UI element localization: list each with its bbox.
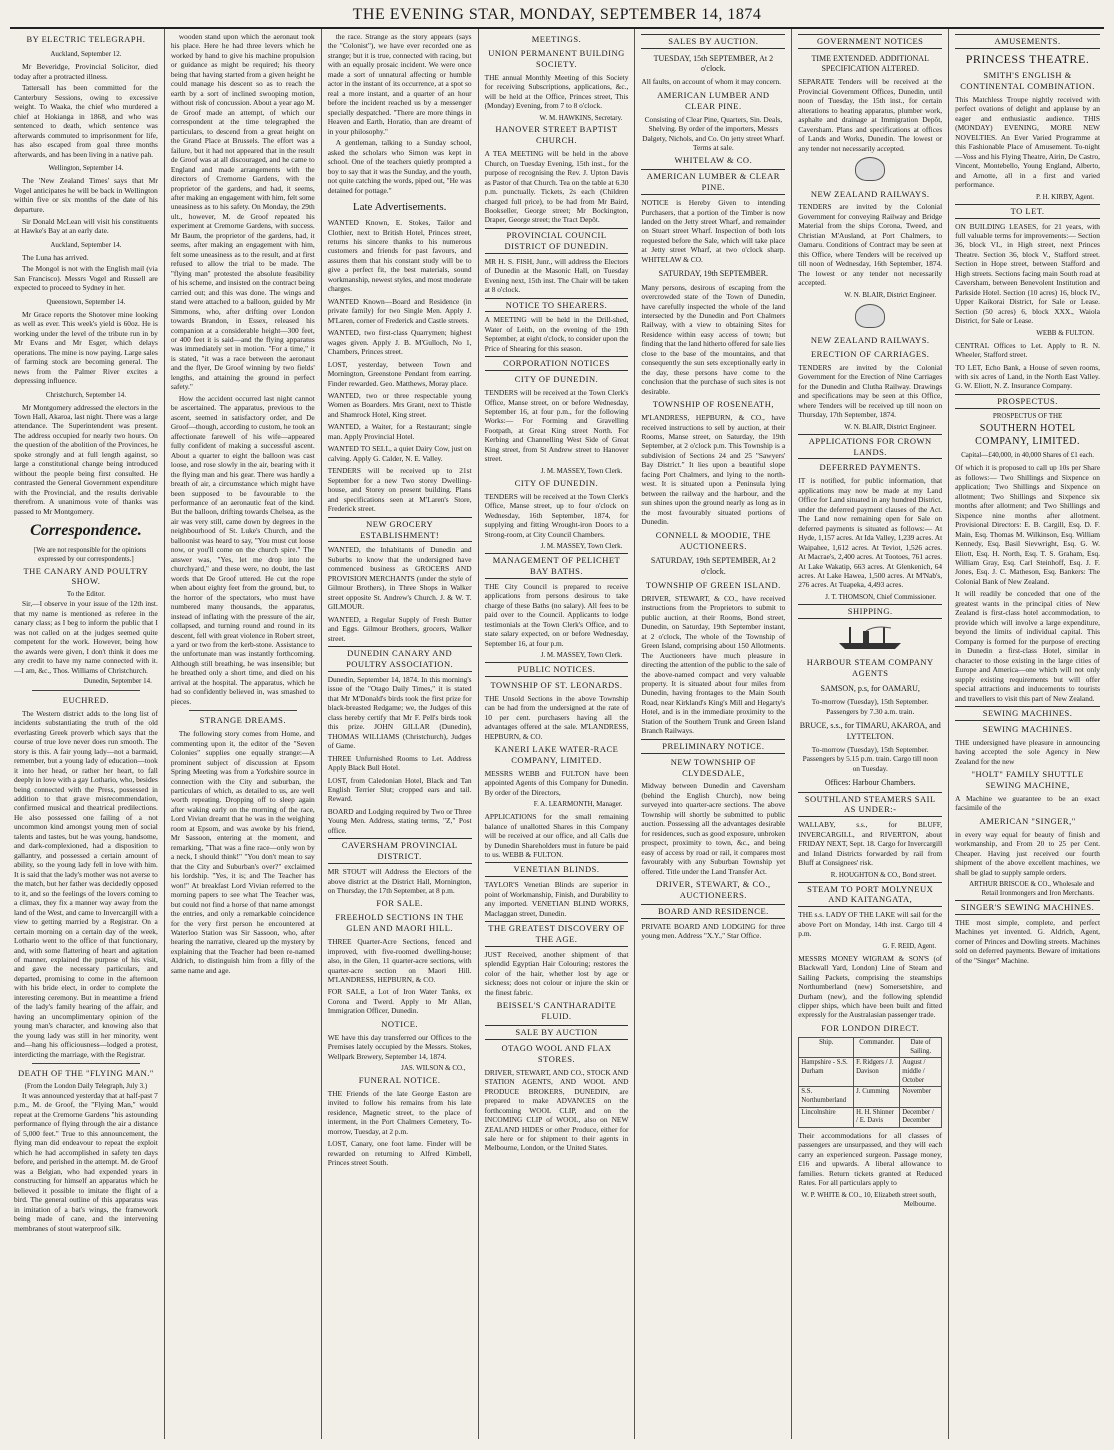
deferred-heading: DEFERRED PAYMENTS. <box>819 462 921 473</box>
filler-text: Tattersall has been committed for the Canterbury Sessions, owing to excessive weight. To Waaka, the chief who murdered a chief at Hokianga in 1868, and who was sentenced to death, which sentence was afterwards commuted to imprisonment for life, has also escaped from goal three months afterwards, and has been living in a native pah. <box>14 83 158 159</box>
ad-text: TENDERS will be received at the Town Clerk's Office, Manse street, up to four o'clock on Wednesday, 16th September, 1874, for supplying and fitting Wrought-iron Doors to a Strong-room, at City Council Chambers. <box>484 491 629 539</box>
column-5 <box>635 29 792 1439</box>
filler-text: Sir,—I observe in your issue of the 12th inst. that my name is mentioned as referee in the canary class; as I beg to inform the public that I was not called on at the judges seemed quite competent for the work. However, being how the awards were given, I don't think it does me any credit to have my name connected with it.—I am, &c., Thos. Williams of Christchurch. <box>14 599 158 675</box>
letter-title: THE CANARY AND POULTRY SHOW. <box>23 565 149 587</box>
canary-heading: DUNEDIN CANARY AND POULTRY ASSOCIATION. <box>328 646 472 672</box>
filler-text: Mr Montgomery addressed the electors in the Town Hall, Akaroa, last night. There was a large attendance. The Superintendent was present. The address occupied for nearly two hours. On the question of the abolition of the Provinces, he spoke strongly and at full length against, so large a constitutional change being introduced without the people being first consulted. He contrasted the General Government expenditure with the Provincial, and the results derivable therefrom. A unanimous vote of thanks was passed to Mr Montgomery. <box>14 402 158 516</box>
dateline: Christchurch, September 14. <box>45 390 126 399</box>
ad-text: M'LANDRESS, HEPBURN, & CO., have received instructions to sell by auction, at their Rooms, Manse street, on Saturday, the 19th September, at 2 o'clock p.m. This Township is a subdivision of Sections 24 and 25 "Sawyers' Bay District." It lies upon a beautiful slope facing Port Chalmers, and lying to the north-west. It is situated upon a Peninsula lying between the railway and the harbour, and the sun shines upon the ground nearly as long as in the most favourably situated portions of Dunedin. <box>641 413 786 527</box>
ad-text: THE most simple, complete, and perfect Machines yet invented. G. Aldrich, Agent, corner of Princes and Dowling streets. Machines sold on deferred payments. Beware of imitations of the "Singer" Machine. <box>955 917 1100 965</box>
ad-text[interactable]: CENTRAL Offices to Let. Apply to R. N. Wheeler, Stafford street. <box>955 340 1100 360</box>
masthead: THE EVENING STAR, MONDAY, SEPTEMBER 14, 1874 <box>10 0 1104 29</box>
filler-text: It was announced yesterday that at half-past 7 p.m., M. de Groof, the "Flying Man," would repeat at the Cremorne Gardens "his astounding performance of flying through the air a distance of 5,000 feet." True to this announcement, the flying man did endeavour to repeat the exploit which he had accomplished in safety ten days before, and perished in the attempt. M. de Groof was a Belgian, who had expended years in constructing for himself an apparatus which he believed it possible to imitate the flight of a bird. The general outline of this apparatus was in imitation of a bat's wings, the framework being made of cane, and the intervening membranes of stout waterproof silk. <box>14 1090 158 1233</box>
saturday2-heading: SATURDAY, 19th SEPTEMBER, At 2 o'clock. <box>650 556 776 576</box>
shearers-heading: NOTICE TO SHEARERS. <box>485 298 629 313</box>
ad-text[interactable]: WANTED Known, E. Stokes, Tailor and Clothier, next to British Hotel, Princes street, returns his sincere thanks to his numerous customers and friends for past favours, and assures them that his constant study will be to give a perfect fit, the best materials, sound workmanship, newest styles, and most moderate charges. <box>327 218 472 294</box>
ad-text: TENDERS will be received at the Town Clerk's Office, Manse street, on or before Wednesday, September 16, at four p.m., for the following Works:— For Forming and Gravelling Footpath, at Great King street North. For Kerbing and Channelling West Side of Great King street, from St Andrew street to Hanover street. <box>484 388 629 464</box>
ad-text[interactable]: LOST, from Caledonian Hotel, Black and Tan English Terrier Slut; cropped ears and tail. Reward. <box>327 775 472 804</box>
capital-text: Capital—£40,000, in 40,000 Shares of £1 each. <box>961 451 1095 460</box>
princess-heading: PRINCESS THEATRE. <box>965 51 1090 66</box>
whitelaw-signature: WHITELAW & CO. <box>674 155 753 166</box>
smith-heading: SMITH'S ENGLISH & CONTINENTAL COMBINATION. <box>960 70 1095 92</box>
ad-text[interactable]: TAYLOR'S Venetian Blinds are superior in point of Workmanship, Finish, and Durability to any imported. VENETIAN BLIND WORKS, Maclaggan street, Dunedin. <box>484 880 629 918</box>
houghton-signature: R. HOUGHTON & CO., Bond street. <box>830 870 937 879</box>
table-cell: November <box>900 1087 942 1107</box>
table-header: Ship. <box>799 1037 854 1057</box>
table-cell: December / December <box>900 1107 942 1127</box>
ad-text: WALLABY, s.s., for BLUFF, INVERCARGILL, and RIVERTON, about FRIDAY NEXT, Sept. 18. Cargo for Invercargill and Inland Districts forwarded by rail from Bluff at Consignees' risk. <box>798 820 943 868</box>
ad-text: THE City Council is prepared to receive applications from persons desirous to take charge of these Baths (no salary). All fees to be paid over to the Council. Applicants to lodge testimonials at the Town Clerk's Office, and to state salary expected, on or before Wednesday, September 16, at four p.m. <box>484 581 629 648</box>
ad-text[interactable]: WANTED, a Waiter, for a Restaurant; single man. Apply Provincial Hotel. <box>327 422 472 441</box>
divider <box>32 1063 140 1064</box>
ad-text: MR STOUT will Address the Electors of the above district at the District Hall, Mornington, on Thursday, the 17th September, at 8 p.m. <box>327 867 472 896</box>
ad-text: Many persons, desirous of escaping from the overcrowded state of the Town of Dunedin, have carefully inspected the whole of the land intersected by the Dunedin and Port Chalmers Railway, with a view to obtaining Sites for Residence within easy access of town; but finding that the land hitherto offered for sale lies close to the base of the mountains, and that consequently the sun sets exceptionally early in the day, these persons have come to the conclusion that the purchase of such sites is not desirable. <box>641 282 786 396</box>
ad-text[interactable]: THREE Unfurnished Rooms to Let. Address Apply Black Bull Hotel. <box>327 753 472 773</box>
blair-signature: W. N. BLAIR, District Engineer. <box>844 422 937 431</box>
massey-signature: J. M. MASSEY, Town Clerk. <box>540 542 623 550</box>
letter-signature: Dunedin, September 14. <box>83 676 152 685</box>
column-3 <box>322 29 479 1439</box>
ad-text: Dunedin, September 14, 1874. In this morning's issue of the "Otago Daily Times," it is stated that Mr M'Donald's birds took the first prize for black-breasted Redgame; we, the Judges of this class hereby certify that Mr F. Pell's birds took this prize. JOHN GILLAR (Dunedin), THOMAS WILLIAMS (Christchurch), Judges of Game. <box>327 674 472 751</box>
pelichet-heading: MANAGEMENT OF PELICHET BAY BATHS. <box>485 553 629 579</box>
telegraph-heading: BY ELECTRIC TELEGRAPH. <box>26 34 146 44</box>
column-2 <box>165 29 322 1439</box>
offices-text: Offices: Harbour Chambers. <box>824 778 916 788</box>
ad-text: A TEA MEETING will be held in the above Church, on Tuesday Evening, 15th inst., for the purpose of recognising the Rev. J. Upton Davis as Pastor of that Church. Tea on the table at 6.30 p.m. punctually. Tickets, 2s each (Children charged full price), to be had from Mr Baird, Bookseller, George street; Mr Bockington, Draper, George street; the Tract Depôt. <box>484 149 629 225</box>
amusements-heading: AMUSEMENTS. <box>955 34 1100 49</box>
preliminary-heading: PRELIMINARY NOTICE. <box>641 739 785 754</box>
hotel-heading: SOUTHERN HOTEL COMPANY, LIMITED. <box>975 422 1081 447</box>
st-leonards-heading: TOWNSHIP OF ST. LEONARDS. <box>490 679 623 690</box>
ad-text: A Machine we guarantee to be an exact facsimile of the <box>955 793 1100 813</box>
reid-signature: G. F. REID, Agent. <box>882 941 937 950</box>
ad-text: APPLICATIONS for the small remaining balance of unallotted Shares in this Company will be received at our office, and all Calls due by Dunedin Shareholders must in future be paid to us. WEBB & FULTON. <box>484 812 629 860</box>
table-cell: S.S. Northumberland <box>799 1087 854 1107</box>
freehold-heading: FREEHOLD SECTIONS IN THE GLEN AND MAORI HILL. <box>335 912 464 934</box>
funeral-heading: FUNERAL NOTICE. <box>358 1075 441 1086</box>
table-header: Date of Sailing. <box>900 1037 942 1057</box>
railways-heading-2: NEW ZEALAND RAILWAYS. <box>810 335 930 346</box>
ad-text[interactable]: WANTED, the Inhabitants of Dunedin and Suburbs to know that the undersigned have commenced business as GROCERS AND PROVISION MERCHANTS (under the style of Gilmour Brothers), in Three Shops in Walker street opposite St. Andrew's Church. J. & W. T. GILMOUR. <box>327 545 472 612</box>
table-row <box>799 1058 942 1087</box>
union-signature: W. M. HAWKINS, Secretary. <box>539 113 623 122</box>
ad-text: THE s.s. LADY OF THE LAKE will sail for the above Port on Monday, 14th inst. Cargo till 4 p.m. <box>798 910 943 939</box>
ad-text: DRIVER, STEWART, & CO., have received instructions from the Proprietors to submit to public auction, at their Rooms, Bond street, Dunedin, on Saturday, 19th September instant, at 2 o'clock, The whole of the Township of Green Island, comprising about 150 Allotments. The Auctioneers have much pleasure in directing the attention of the public to the sale of the above-named compact and very valuable property. It is situated about four miles from Dunedin, having frontages to the Main South Road, near Kirkland's King's Mill and Hegarty's Hotel, and is in the immediate proximity to the Station of the Southern Trunk and Green Island Branch Railways. <box>641 593 786 736</box>
column-1 <box>8 29 165 1439</box>
tuesday-heading: TUESDAY, 15th SEPTEMBER, At 2 o'clock. <box>653 53 774 74</box>
ad-text: in every way equal for beauty of finish and workmanship, and From 20 to 25 per Cent. Cheaper. Having just received our fourth shipment of the above excellent machines, we shall be glad to supply sample orders. <box>955 829 1100 877</box>
ships-table <box>798 1037 942 1128</box>
ad-text[interactable]: WANTED, two first-class Quarrymen; highest wages given. Apply J. B. M'Gulloch, No 1, Chambers, Princes street. <box>327 328 472 357</box>
ad-text[interactable]: WANTED, two or three respectable young Women as Boarders. Mrs Grant, next to Thistle and Shamrock Hotel, King street. <box>327 391 472 419</box>
column-4 <box>479 29 636 1439</box>
strange-dreams-heading: STRANGE DREAMS. <box>199 715 286 726</box>
bruce-text: BRUCE, s.s., for TIMARU, AKAROA, and LYTTELTON. <box>799 721 941 741</box>
column-grid <box>8 29 1106 1439</box>
filler-text: wooden stand upon which the aeronaut took his place. Here he had three levers which he worked by hand to give his machine propulsion or guidance as might be required; his theory being that having started from a given height he could manage his descent so as to reach the earth by a sort of inclined swooping motion, without risk of concussion. About a year ago M. de Groof made an attempt, of which our correspondent at the time telegraphed the particulars, to descend from a great height on the Grand Place at Brussels. The effort was a failure, but it had not appeared that in the result de Groof was at all discouraged, and he came to England and made arrangements with the directors of Cremorne Gardens, with the proprietor of the gardens, and had, it seems, after making an engagement with him, felt some uneasiness as to his safety. On Monday, the 29th ult., however, M. de Groof repeated his experiment at Cremorne Gardens, with success. Mr Baum, the proprietor of the gardens, had, it seems, after making an engagement with him, felt some uneasiness as to the result, and at first refused to allow the trial to be made. The "flying man" protested the absolute feasibility of his scheme, and insisted on the contract being carried out; and this was done. The wings and stand were attached to a balloon, guided by Mr Simmons, who, after drifting over London towards Brandon, in Essex, released his companion at a considerable height—300 feet, or 400 feet it is said—and the flying apparatus was immediately set in motion. "For a time," it is stated, "it was a race between the aeronaut and the flyer, De Groof winning by two fields' lengths, and attaining the ground in perfect safety." <box>170 32 315 392</box>
dateline: Queenstown, September 14. <box>46 297 126 306</box>
filler-text: Sir Donald McLean will visit his constituents at Hawke's Bay at an early date. <box>14 216 158 236</box>
provincial-heading: PROVINCIAL COUNCIL DISTRICT OF DUNEDIN. <box>485 228 629 254</box>
ad-text: THE annual Monthly Meeting of this Society for receiving Subscriptions, applications, &c., will be held at the Office, Princes street, This (Monday) Evening, from 7 to 8 o'clock. <box>484 72 629 111</box>
railways-heading: NEW ZEALAND RAILWAYS. <box>810 188 930 199</box>
crown-lands-heading: APPLICATIONS FOR CROWN LANDS. <box>798 434 942 460</box>
ad-text: THE Unsold Sections in the above Township can be had from the undersigned at the rate of 10 per cent. purchasers having all the advantages offered at the sale. M'LANDRESS, HEPBURN, & CO. <box>484 693 629 741</box>
thomson-signature: J. T. THOMSON, Chief Commissioner. <box>825 592 937 601</box>
ad-text: THE undersigned have pleasure in announcing having accepted the sole Agency in New Zealand for the new <box>955 737 1100 766</box>
death-source: (From the London Daily Telegraph, July 3.) <box>24 1082 148 1091</box>
to-let-heading: TO LET. <box>955 204 1100 219</box>
corporation-heading: CORPORATION NOTICES <box>485 356 629 371</box>
ad-text[interactable]: WANTED Known—Board and Residence (in private family) for two Single Men. Apply J. M'Laren, corner of Frederick and Castle streets. <box>327 296 472 325</box>
london-heading: FOR LONDON DIRECT. <box>821 1022 920 1033</box>
prospectus-of: PROSPECTUS OF THE <box>992 411 1063 420</box>
letter-to: To the Editor. <box>66 590 106 599</box>
ad-text: All faults, on account of whom it may concern. <box>641 77 781 87</box>
carriages-heading: ERECTION OF CARRIAGES. <box>810 349 930 360</box>
ad-text[interactable]: WANTED TO SELL, a quiet Dairy Cow, just on calving. Apply G. Calder, N. E. Valley. <box>327 444 472 463</box>
ad-text[interactable]: ON BUILDING LEASES, for 21 years, with full valuable terms for improvements:— Section 36, block VI., in High street, next Princes Theatre. Section 36, block V., Stafford street. Section in Hope street, between Stafford and High streets. Sections facing main South road at Caversham, between Benevolent Institution and Parkside Hotel. Section (10 acres) 16, block IV., Upper Kaikorai District, for Sale or Lease. Section (50 acres) 6, block XXX., Waiola District, for Sale or Lease. <box>955 221 1100 326</box>
singer-heading: SINGER'S SEWING MACHINES. <box>955 900 1100 915</box>
telegraph-item: Mr Beveridge, Provincial Solicitor, died today after a protracted illness. <box>14 61 158 81</box>
hanover-heading: HANOVER STREET BAPTIST CHURCH. <box>495 124 618 146</box>
briscoe-signature: ARTHUR BRISCOE & CO., Wholesale and Retail Ironmongers and Iron Merchants. <box>969 880 1094 898</box>
ad-text[interactable]: TO LET, Echo Bank, a House of seven rooms, with six acres of Land, in the North East Valley. G. W. Eliott, N. Z. Insurance Company. <box>955 362 1100 391</box>
filler-text: How the accident occurred last night cannot be ascertained. The apparatus, previous to the ascent, seemed in satisfactory order, and De Groof—though, according to custom, he took an affectionate farewell of his wife—appeared fully confident of making a successful ascent. About a quarter to eight the balloon was cast loose, and rose slowly in the air, bearing with it the flying man and his gear. There was hardly a breath of air, a circumstance which might have been supposed to be favourable to the performance of an aeronautic feat of the kind. But the balloon, drifting towards Chelsea, as the air was very still, came down by degrees in the neighbourhood of St. Luke's Church, and the balloonist was heard to say, "You must cut loose now, or you'll come on the church spire." The answer was, "Yes, let me drop into the churchyard," and these were, no doubt, the last words that De Groof uttered. He cut the rope when about eighty feet from the ground, but, to the horror of the spectators, who must have numbered many thousands, the apparatus, instead of inflating with the pressure of the air, collapsed, and turning round and round in its descent, fell with great violence in Robert street, a yard or two from the kerb-stone. Assistance to the unfortunate man was instantly forthcoming. Although still breathing, he was insensible; but he breathed only a short time, and died on his arrival at the hospital. The apparatus, which he had so confidently believed in, was smashed to pieces. <box>170 393 315 706</box>
auctioneers-signature: CONNELL & MOODIE, THE AUCTIONEERS. <box>655 529 772 551</box>
ad-text: NOTICE is Hereby Given to intending Purchasers, that a portion of the Timber is now landed on the Jetty street Wharf, and remainder on Stuart street Wharf. Inspection of both lots requested before the Sale, which will take place at Jetty street Wharf, at two o'clock sharp. WHITELAW & CO. <box>641 198 786 264</box>
sale-auction-heading: SALE BY AUCTION <box>485 1025 629 1040</box>
divider <box>189 710 297 711</box>
ad-text[interactable]: LOST, Canary, one foot lame. Finder will be rewarded on returning to Alfred Kimbell, Princes street South. <box>327 1139 472 1168</box>
ad-text: A MEETING will be held in the Drill-shed, Water of Leith, on the evening of the 19th September, at eight o'clock, to consider upon the Price of Shearing for this season. <box>484 315 629 353</box>
holt-heading: "HOLT" FAMILY SHUTTLE SEWING MACHINE, <box>971 769 1084 791</box>
learmonth-signature: F. A. LEARMONTH, Manager. <box>533 800 623 809</box>
ad-text: IT is notified, for public information, that applications may now be made at my Land Office for Land situated in any hundred District, under the deferred payment clauses of the Act. The Land now remaining open for Sale on deferred payments is situated as follows:— At Hyde, 1,157 acres. At Ida Valley, 1,239 acres. At Waipahee, 1,612 acres. At Teviot, 1,526 acres. At Macrae's, 2,400 acres. At Tootoes, 761 acres. At Lake Wakatip, 663 acres. At Glenkenich, 64 acres. At Lake Hawea, 1,500 acres. At M'Nab's, 276 acres. At Tuapeka, 4,493 acres. <box>798 476 943 590</box>
meetings-heading: MEETINGS. <box>531 34 582 44</box>
kirby-signature: P. H. KIRBY, Agent. <box>1035 192 1094 201</box>
table-cell: Lincolnshire <box>799 1107 854 1127</box>
green-island-heading: TOWNSHIP OF GREEN ISLAND. <box>645 579 781 590</box>
massey-signature: J. M. MASSEY, Town Clerk. <box>540 466 623 475</box>
ad-text[interactable]: WANTED, a Regular Supply of Fresh Butter and Eggs. Gilmour Brothers, grocers, Walker street. <box>327 614 472 643</box>
ad-text: It will readily be conceded that one of the greatest wants in the principal cities of New Zealand is first-class hotel accommodation, to provide which will involve a large expenditure, beyond the limits of individual capital. This Company is formed for the purpose of erecting in Dunedin a first-class Hotel, similar in character to those existing in the large cities of Europe and America—one which will not only supply existing requirements but will offer special attractions and inducements to tourists and travellers to visit this part of New Zealand. <box>955 589 1100 703</box>
death-heading: DEATH OF THE "FLYING MAN." <box>18 1068 154 1079</box>
driver-signature: DRIVER, STEWART, & CO., AUCTIONEERS. <box>656 879 771 901</box>
city-heading-2: CITY OF DUNEDIN. <box>514 477 599 488</box>
beissel-heading: BEISSEL'S CANTHARADITE FLUID. <box>496 1000 617 1022</box>
ad-text: MR H. S. FISH, Junr., will address the Electors of Dunedin at the Masonic Hall, on Tuesday Evening next, 15th inst. The Chair will be taken at 8 o'clock. <box>484 256 629 295</box>
white-signature: W. P. WHITE & CO., 10, Elizabeth street south, Melbourne. <box>801 1190 937 1208</box>
notice-signature: JAS. WILSON & CO., <box>401 1064 466 1073</box>
crest-icon <box>798 157 942 185</box>
ad-text: TENDERS are invited by the Colonial Government for the Erection of Nine Carriages for the Dunedin and Clutha Railway. Drawings and specifications may be seen at this Office, where Tenders will be received up till noon on Thursday, 17th September, 1874. <box>798 362 943 420</box>
ad-text: MESSRS MONEY WIGRAM & SON'S (of Blackwall Yard, London) Line of Steam and Sailing Packets, comprising the steamships Northumberland (new) Somersetshire, and Durham (new), and the following splendid clipper ships, which have been built and fitted expressly for the Australasian passenger trade. <box>798 953 943 1020</box>
crest-icon <box>798 304 942 332</box>
roseneath-heading: TOWNSHIP OF ROSENEATH, <box>652 399 774 410</box>
ad-text[interactable]: JUST Received, another shipment of that splendid Egyptian Hair Colouring; restores the color of the hair, whether lost by age or sickness; does not colour or injure the skin or the finest fabric. <box>484 949 629 997</box>
ad-text: This Matchless Troupe nightly received with perfect ovations of delight and applause by an eager and enthusiastic audience. THIS (MONDAY) EVENING, MORE NEW NOVELTIES. An Ever Varied Programme at this Fashionable Place of Amusement. To-night—Voss and his Flying Theatre, Airin, De Castro, Vincent, Montebello, Young England, Alberto, and Arnotte, all in a first and varied performance. <box>955 94 1100 190</box>
ad-text: To-morrow (Tuesday), 15th September. Passengers by 5.15 p.m. train. Cargo till noon on Tuesday. <box>802 744 938 773</box>
southland-heading: SOUTHLAND STEAMERS SAIL AS UNDER:- <box>798 792 942 818</box>
webb-signature: WEBB & FULTON. <box>1036 328 1094 337</box>
massey-signature: J. M. MASSEY, Town Clerk. <box>540 650 623 659</box>
ad-text: MESSRS WEBB and FULTON have been appointed Agents of this Company for Dunedin. By order of the Directors, <box>484 768 629 797</box>
filler-text: A gentleman, talking to a Sunday school, asked the scholars who Simon was kept in school. One of the teachers quietly prompted a boy to say that it was the Sunday, and the youth, not quite catching the words, piped out, "He was detained for pottage." <box>327 138 472 195</box>
ad-text: SEPARATE Tenders will be received at the Provincial Government Offices, Dunedin, until noon of Tuesday, the 15th inst., for certain alterations to heating apparatus, plumber work, asphalte and drainage at Immigration Depôt, Caversham. Plans and specifications at offices of Lands and Works, Dunedin. The lowest or any tender not necessarily accepted. <box>798 77 943 153</box>
sales-heading: SALES BY AUCTION. <box>641 34 785 49</box>
filler-text: The Mongol is not with the English mail (via San Francisco). Messrs Vogel and Russell are expected to proceed to Sydney in her. <box>14 264 158 293</box>
dateline: Auckland, September 12. <box>50 49 122 58</box>
samson-text: SAMSON, p.s, for OAMARU, <box>820 684 920 694</box>
table-header: Commander. <box>854 1037 900 1057</box>
ad-text[interactable]: BOARD and Lodging required by Two or Three Young Men. Address, stating terms, "Z," Post office. <box>327 806 472 835</box>
public-notices-heading: PUBLIC NOTICES. <box>485 662 629 677</box>
caversham-heading: CAVERSHAM PROVINCIAL DISTRICT. <box>328 838 472 864</box>
ad-text: Consisting of Clear Pine, Quarters, Sin. Deals, Shelving. By order of the importers, Messrs Dalgety, Nichols, and Co. On jetty street Wharf. Terms at sale. <box>642 114 785 152</box>
ad-text[interactable]: TENDERS will be received up to 21st September for a new Two storey Dwelling-house, and Storey on present building. Plans and specifications seen at M'Laren's Store, Frederick street. <box>327 466 472 514</box>
lumber-heading: AMERICAN LUMBER AND CLEAR PINE. <box>657 89 770 111</box>
saturday-heading: SATURDAY, 19th SEPTEMBER. <box>658 269 769 279</box>
steamship-icon <box>798 623 942 654</box>
ad-text: Midway between Dunedin and Caversham (behind the English Church), now being surveyed into quarter-acre sections. The above Township will shortly be submitted to public auction. Possessing all the advantages desirable for residences, such as good exposure, unbroken prospect, proximity to town, &c., and being easy of access by road or rail, it compares most favourably with any Suburban Township yet offered. Title under the Land Transfer Act. <box>641 781 786 876</box>
blair-signature: W. N. BLAIR, District Engineer. <box>844 290 937 299</box>
column-6 <box>792 29 949 1439</box>
ad-text[interactable]: THREE Quarter-Acre Sections, fenced and improved, with five-roomed dwelling-house; also, in the Glen, 11 quarter-acre sections, with quarter-acre section on Maori Hill. M'LANDRESS, HEPBURN, & CO. <box>327 937 472 984</box>
filler-text: The Western district adds to the long list of incidents substantiating the truth of the old everlasting Greek proverb which says that the course of true love never does run smooth. The story is this. A fair young lady—not a barmaid, remember, but a young lady of education—took it into her head, or rather her heart, to fall deeply in love with a gay Lothario, who, besides being connected with the Press, possessed in addition to that grave misrecommendation, confirmed musical and theatrical predilections. He also possessed one failing of a not uncommon kind amongst young men of social talents and tastes, but he was young, handsome, and dark-complexioned, had a disposition to gallantry, and possessed a certain amount of ability, so the young lady fell in love with him. It is said that the lady's mother was not averse to the match, but her father was decidedly opposed to it, and so the feelings of the lovers coming to a climax, they fix a manner way away from the land of the West, and came to Invercargill with a view to getting married by a Registrar. On a certain morning on a certain day of the week, Lothario went to the office of that functionary, and, with some flattering of heart and agitation of manner, explained the purpose of his visit, and gave the necessary particulars, and departed, promising to come in the afternoon with his bride elect, in order to complete the interesting ceremony. But in meantime a friend of the lady's family hearing of the affair, and having an uncomplimentary opinion of the young man's character, and knowing also that the young lady was still in her minority, went and—hang his officiousness—lodged a protest, interdicting the marriage, with the Registrar. <box>14 708 158 1059</box>
ad-text: THE Friends of the late George Easton are invited to follow his remains from his late residence, Magnetic street, to the place of interment, in the Port Chalmers Cemetery, To-morrow, Tuesday, at 2 p.m. <box>327 1088 472 1136</box>
ad-text[interactable]: FOR SALE, a Lot of Iron Water Tanks, ex Corona and Twerd. Apply to Mr Allan, Immigration Officer, Dunedin. <box>327 987 472 1016</box>
time-extended: TIME EXTENDED. ADDITIONAL SPECIFICATION ALTERED. <box>811 53 929 74</box>
harbour-heading: HARBOUR STEAM COMPANY AGENTS <box>806 657 934 679</box>
city-heading: CITY OF DUNEDIN. <box>514 374 599 385</box>
ad-text: Of which it is proposed to call up 10s per Share as follows:— Two Shillings and Sixpence on application; Two Shillings and Sixpence on allotment; Two Shillings and Sixpence six months after allotment; and Two Shillings and Sixpence nine months after allotment. Provisional Directors: E. B. Cargill, Esq. D. F. Main, Esq. Thomas M. Wilkinson, Esq. William Kennedy, Esq. Basil Sievwright, Esq. G. W. Eliott, Esq. H. North, Esq. T. S. Graham, Esq. William Gray, Esq. Carl Steinhoff, Esq. J. F. Jones, Esq. J. C. Matheson, Esq. Bankers: The Colonial Bank of New Zealand. <box>955 463 1100 586</box>
otago-wool-heading: OTAGO WOOL AND FLAX STORES. <box>501 1042 612 1064</box>
for-sale-heading: FOR SALE. <box>376 898 423 909</box>
filler-text: the race. Strange as the story appears (says the "Colonist"), we have ever recorded one as strange; but it is true, connected with racing, but with an equally prosaic incident. We were once made a sort of unnatural affecting or humble actor in the instant of its occurrence, at a spot so real a more instant, and a quarter of an hour before the incident reached us by a messenger specially despatched. "There are more things in Heaven and Earth, Horatio, than are dreamt of in your philosophy." <box>327 32 472 136</box>
clydesdale-heading: NEW TOWNSHIP OF CLYDESDALE, <box>670 756 756 778</box>
table-cell: Hampshire - S.S. Durham <box>799 1058 854 1087</box>
dateline: Wellington, September 14. <box>48 164 124 173</box>
telegraph-item: The 'New Zealand Times' says that Mr Vogel anticipates he will be back in Wellington within five or six months of the date of his departure. <box>14 175 158 215</box>
table-cell: H. H. Shinner / E. Davis <box>854 1107 900 1127</box>
board-heading: BOARD AND RESIDENCE. <box>641 904 785 919</box>
grocery-heading: NEW GROCERY ESTABLISHMENT! <box>328 517 472 543</box>
table-cell: F. Ridgers / J. Davison <box>854 1058 900 1087</box>
molyneux-heading: STEAM TO PORT MOLYNEUX AND KAITANGATA, <box>798 882 942 908</box>
table-cell: J. Cumming <box>854 1087 900 1107</box>
divider <box>32 690 140 691</box>
telegraph-item: The Luna has arrived. <box>22 252 89 262</box>
union-heading: UNION PERMANENT BUILDING SOCIETY. <box>488 47 625 69</box>
correspondence-heading: Correspondence. <box>30 522 142 540</box>
board-text[interactable]: PRIVATE BOARD AND LODGING for three young men. Address "X.Y.," Star Office. <box>641 921 786 941</box>
gov-heading: GOVERNMENT NOTICES <box>798 34 942 49</box>
table-row <box>799 1087 942 1107</box>
ad-text: To-morrow (Tuesday), 15th September. Passengers by 7.30 a.m. train. <box>811 697 929 716</box>
shipping-heading: SHIPPING. <box>798 604 942 619</box>
euchred-heading: EUCHRED. <box>62 694 110 705</box>
prospectus-heading: PROSPECTUS. <box>955 394 1100 409</box>
sewing-sub: SEWING MACHINES. <box>982 723 1073 734</box>
ad-text: Their accommodations for all classes of passengers are unsurpassed, and they will each carry an experienced surgeon. Passage money, £16 and upwards. A liberal allowance to families. Return tickets granted at Reduced Rates. For all particulars apply to <box>798 1131 943 1188</box>
filler-text: The following story comes from Home, and commenting upon it, the editor of the "Seven Colonies" supplies one equally strange:—A prominent subject of discussion at Epsom Spring Meeting was from a Yorkshire source in connection with the City and suburban, the particulars of which, as detailed to us, are well worth repeating. Dropping off to sleep again after waking early on the morning of the race, Lord Vivian dreamt that he was in the weighing room at Epsom, and was awoke by his friend, Mr Sassoon, entering at the moment, and remarking, "That was a fine race—only won by a neck, I should think!" "You don't mean to say that the City and Suburban's over?" exclaimed his lordship. "Yes, it is; and The Teacher has won!" At breakfast Lord Vivian referred to the morning papers to see what The Teacher was, but could not find a horse of that name amongst the entries, and only a remarkable coincidence for the very first person he encountered at Waterloo Station was Sir Sassoon, who, after hearing the narrative, cleared up the mystery by explaining that the Teacher had been re-named Aldrich, to distinguish him from a filly of the same name and age. <box>170 729 315 975</box>
sewing-heading: SEWING MACHINES. <box>955 706 1100 721</box>
dateline: Auckland, September 14. <box>50 240 122 249</box>
filler-text: Mr Grace reports the Shotover mine looking as well as ever. This week's yield is 60oz. He is working under the level of the tribute run in by Mr Evans and Mr Esger, which delays operations. The mine is now paying. Large sales of farming stock are becoming general. The news from the Palmer River excites a depressing influence. <box>14 309 158 386</box>
ad-text: TENDERS are invited by the Colonial Government for conveying Railway and Bridge Material from the ships Corona, Tweed, and Christian M'Ausland, at Port Chalmers, to Oamaru. Conditions of Contract may be seen at this Office, where Tenders will be received up till noon of Wednesday, 16th September, 1874. The lowest or any tender not necessarily accepted. <box>798 202 943 288</box>
ad-text: DRIVER, STEWART, AND CO., STOCK AND STATION AGENTS, AND WOOL AND PRODUCE BROKERS, DUNEDIN, are prepared to make ADVANCES on the forthcoming WOOL CLIP, and on the INCOMING CLIP of WOOL, also on NEW ZEALAND HIDES or other Produce, either for sale here or for shipment to their agents in Melbourne, London, or the United States. <box>484 1067 629 1153</box>
table-row <box>799 1107 942 1127</box>
venetian-heading: VENETIAN BLINDS. <box>485 862 629 877</box>
column-7 <box>949 29 1106 1439</box>
ad-text: WE have this day transferred our Offices to the Premises lately occupied by the Messrs. Stokes, Wellpark Brewery, September 14, 1874. <box>327 1032 472 1061</box>
kaneiri-heading: KANERI LAKE WATER-RACE COMPANY, LIMITED. <box>494 744 619 765</box>
table-cell: August / middle / October <box>900 1058 942 1087</box>
discovery-heading: THE GREATEST DISCOVERY OF THE AGE. <box>485 921 629 947</box>
notice-heading: NOTICE. <box>381 1018 419 1029</box>
lumber2-heading: AMERICAN LUMBER & CLEAR PINE. <box>641 169 785 195</box>
american-singer: AMERICAN "SINGER," <box>979 815 1076 826</box>
ad-text[interactable]: LOST, yesterday, between Town and Mornington, Greenstone Pendant from earring. Finder rewarded. Geo. Matthews, Moray place. <box>327 359 472 388</box>
late-ads-heading: Late Advertisements. <box>352 200 447 213</box>
correspondence-note: [We are not responsible for the opinions expressed by our correspondents.] <box>33 545 147 563</box>
